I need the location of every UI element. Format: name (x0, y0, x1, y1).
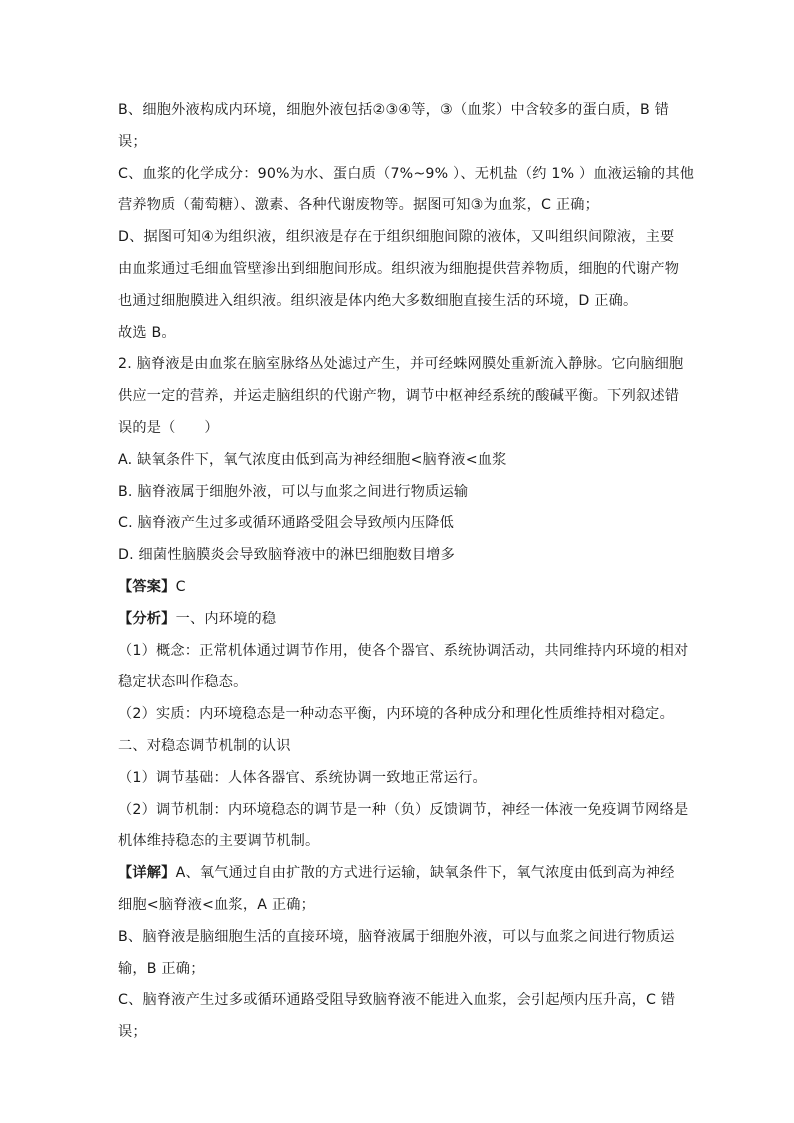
analysis-line: 二、对稳态调节机制的认识 (118, 737, 291, 754)
question-stem-line: 2. 脑脊液是由血浆在脑室脉络丛处滤过产生，并可经蛛网膜处重新流入静脉。它向脑细胞 (118, 356, 684, 373)
detail-line: 细胞<脑脊液<血浆，A 正确； (118, 896, 316, 913)
text-line: B、细胞外液构成内环境，细胞外液包括②③④等，③（血浆）中含较多的蛋白质，B 错 (118, 102, 670, 118)
text-line: 也通过细胞膜进入组织液。组织液是体内绝大多数细胞直接生活的环境，D 正确。 (118, 292, 638, 309)
option-d: D. 细菌性脑膜炎会导致脑脊液中的淋巴细胞数目增多 (118, 547, 456, 564)
option-c: C. 脑脊液产生过多或循环通路受阻会导致颅内压降低 (118, 515, 455, 532)
answer-label: 【答案】 (118, 578, 176, 595)
question-stem-line: 误的是（ ） (118, 419, 219, 436)
detail-line: C、脑脊液产生过多或循环通路受阻导致脑脊液不能进入血浆，会引起颅内压升高，C 错 (118, 992, 676, 1009)
detail-line: B、脑脊液是脑细胞生活的直接环境，脑脊液属于细胞外液，可以与血浆之间进行物质运 (118, 928, 675, 945)
text-line: 由血浆通过毛细血管壁渗出到细胞间形成。组织液为细胞提供营养物质，细胞的代谢产物 (118, 260, 680, 277)
analysis-text: 一、内环境的稳 (175, 610, 277, 627)
detail-line (118, 858, 680, 890)
option-a: A. 缺氧条件下，氧气浓度由低到高为神经细胞<脑脊液<血浆 (118, 451, 507, 468)
answer-value: C (175, 578, 186, 595)
question-stem-line: 供应一定的营养，并运走脑组织的代谢产物，调节中枢神经系统的酸碱平衡。下列叙述错 (118, 388, 680, 405)
analysis-line: （1）调节基础：人体各器官、系统协调一致地正常运行。 (118, 769, 487, 786)
analysis-label: 【分析】 (118, 610, 176, 627)
detail-line: 误； (118, 1024, 147, 1041)
text-line: 误； (118, 133, 147, 150)
text-line: D、据图可知④为组织液，组织液是存在于组织细胞间隙的液体，又叫组织间隙液，主要 (118, 229, 675, 246)
detail-label: 【详解】 (118, 865, 176, 882)
text-line: C、血浆的化学成分：90%为水、蛋白质（7%~9% ）、无机盐（约 1% ）血液运输的其他 (118, 165, 695, 182)
analysis-line: （1）概念：正常机体通过调节作用，使各个器官、系统协调活动，共同维持内环境的相对 (118, 642, 689, 659)
analysis-line: 稳定状态叫作稳态。 (118, 674, 248, 691)
text-line: 营养物质（葡萄糖）、激素、各种代谢废物等。据图可知③为血浆，C 正确； (118, 197, 600, 214)
detail-text: A、氧气通过自由扩散的方式进行运输，缺氧条件下，氧气浓度由低到高为神经 (175, 865, 675, 882)
analysis-line (118, 604, 680, 636)
analysis-line: （2）实质：内环境稳态是一种动态平衡，内环境的各种成分和理化性质维持相对稳定。 (118, 706, 674, 723)
analysis-line: （2）调节机制：内环境稳态的调节是一种（负）反馈调节，神经一体液一免疫调节网络是 (118, 801, 689, 818)
analysis-line: 机体维持稳态的主要调节机制。 (118, 833, 320, 850)
option-b: B. 脑脊液属于细胞外液，可以与血浆之间进行物质运输 (118, 483, 469, 500)
text-line: 故选 B。 (118, 324, 176, 341)
detail-line: 输，B 正确； (118, 960, 205, 977)
answer-line (118, 572, 680, 604)
document-body (118, 95, 695, 1049)
